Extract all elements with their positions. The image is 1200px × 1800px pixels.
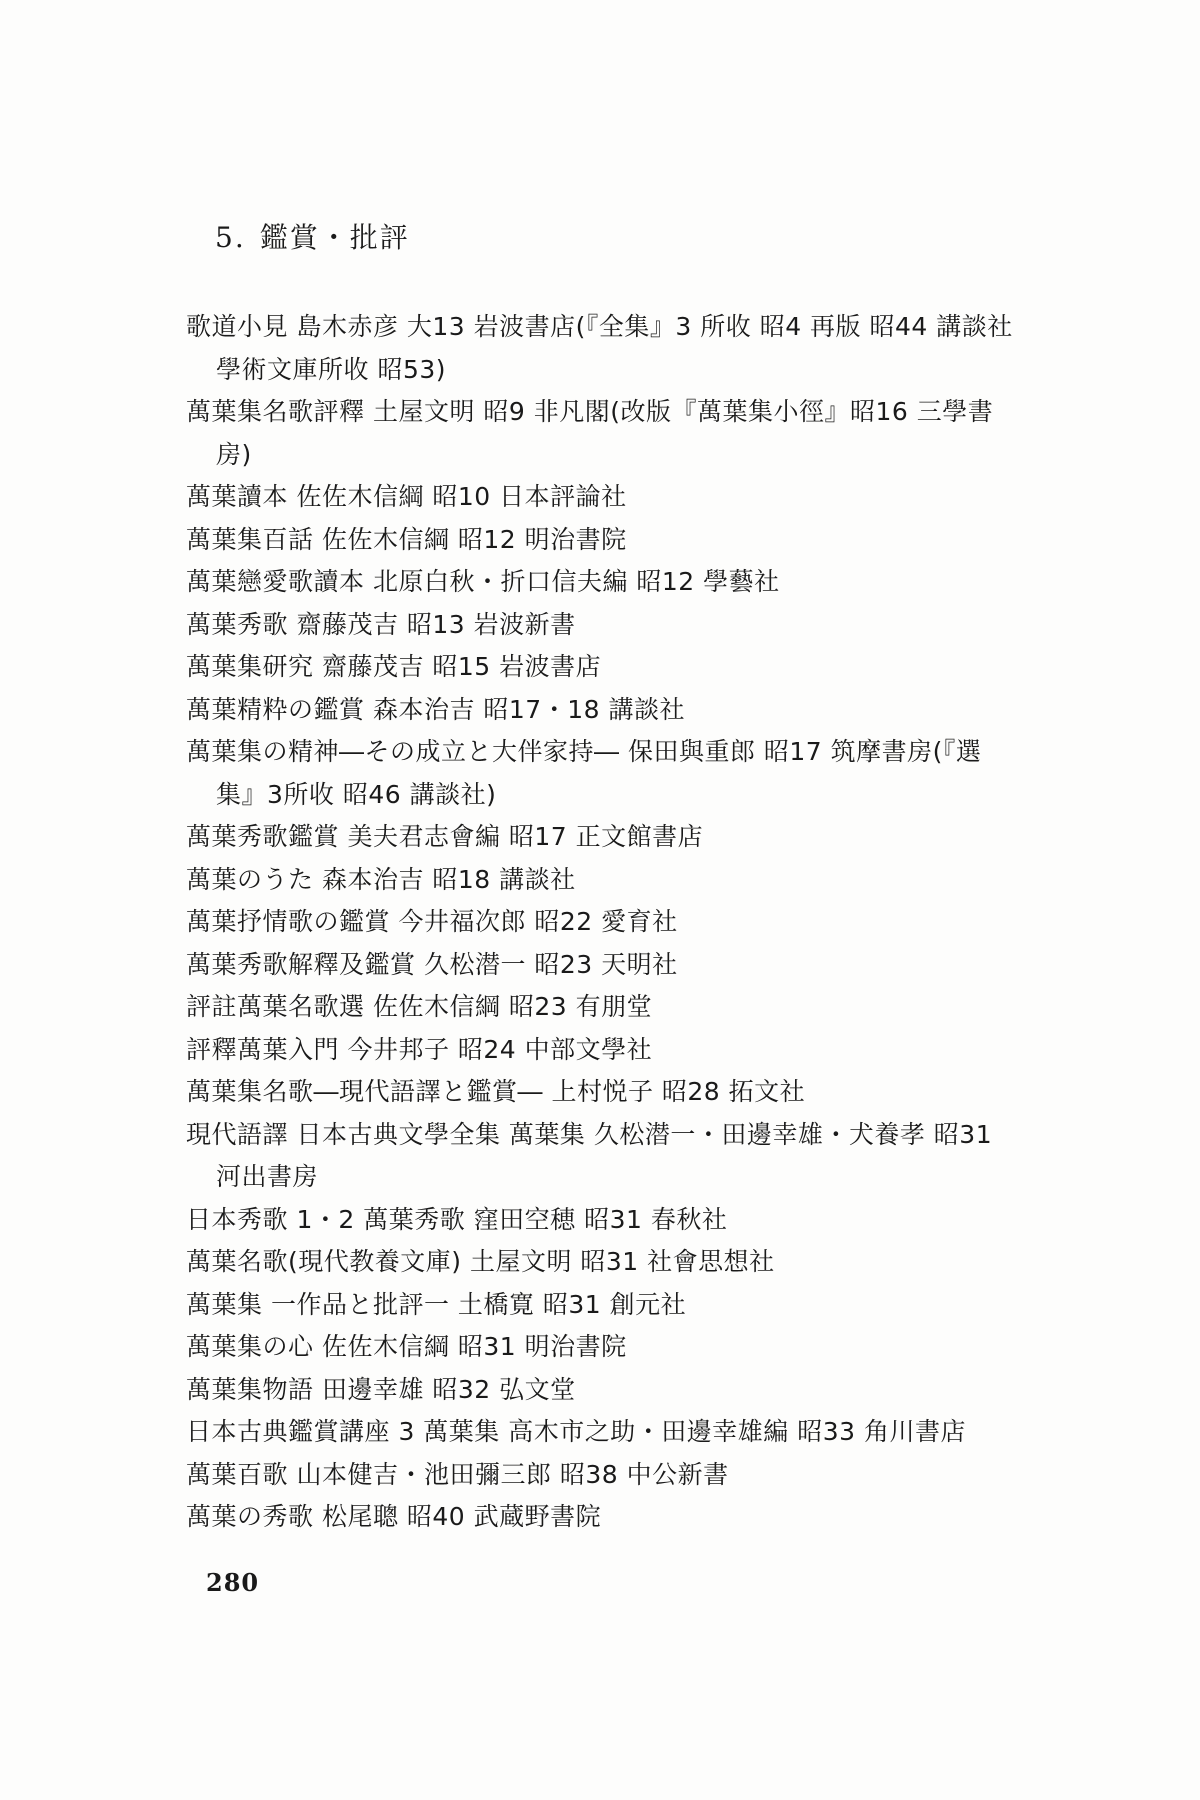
section-heading <box>215 216 410 256</box>
bibliography-entry: 萬葉集百話 佐佐木信綱 昭12 明治書院 <box>186 524 627 554</box>
bibliography-entry: 萬葉秀歌 齋藤茂吉 昭13 岩波新書 <box>186 609 576 639</box>
bibliography-entry: 萬葉名歌(現代教養文庫) 土屋文明 昭31 社會思想社 <box>186 1247 775 1276</box>
page-number: 280 <box>206 1568 260 1597</box>
bibliography-entry: 萬葉集の精神―その成立と大伴家持― 保田與重郎 昭17 筑摩書房(『選集』3所收 昭46 講談社) <box>186 737 982 809</box>
bibliography-entry: 萬葉集物語 田邊幸雄 昭32 弘文堂 <box>186 1374 576 1404</box>
bibliography-entry: 萬葉戀愛歌讀本 北原白秋・折口信夫編 昭12 學藝社 <box>186 567 780 596</box>
bibliography-entry: 現代語譯 日本古典文學全集 萬葉集 久松潜一・田邊幸雄・犬養孝 昭31 河出書房 <box>186 1119 993 1191</box>
bibliography-entry: 萬葉集名歌評釋 土屋文明 昭9 非凡閣(改版『萬葉集小徑』昭16 三學書房) <box>186 397 994 469</box>
bibliography-entry: 歌道小見 島木赤彦 大13 岩波書店(『全集』3 所收 昭4 再版 昭44 講談社學術文庫所收 昭53) <box>186 312 1013 384</box>
bibliography-entry: 萬葉集 一作品と批評一 土橋寛 昭31 創元社 <box>186 1289 687 1319</box>
bibliography-entry: 萬葉讀本 佐佐木信綱 昭10 日本評論社 <box>186 482 627 511</box>
bibliography-entry: 萬葉集研究 齋藤茂吉 昭15 岩波書店 <box>186 652 602 681</box>
bibliography-entry: 萬葉秀歌解釋及鑑賞 久松潜一 昭23 天明社 <box>186 949 678 979</box>
bibliography-entry: 日本古典鑑賞講座 3 萬葉集 高木市之助・田邊幸雄編 昭33 角川書店 <box>186 1417 966 1446</box>
section-title: 鑑賞・批評 <box>259 221 410 254</box>
bibliography-entry: 萬葉精粋の鑑賞 森本治吉 昭17・18 講談社 <box>186 694 685 724</box>
bibliography-list <box>186 306 1016 1539</box>
bibliography-entry: 萬葉集名歌―現代語譯と鑑賞― 上村悦子 昭28 拓文社 <box>186 1077 806 1106</box>
bibliography-entry: 日本秀歌 1・2 萬葉秀歌 窪田空穂 昭31 春秋社 <box>186 1204 728 1234</box>
bibliography-entry: 評註萬葉名歌選 佐佐木信綱 昭23 有朋堂 <box>186 992 653 1021</box>
bibliography-entry: 萬葉百歌 山本健吉・池田彌三郎 昭38 中公新書 <box>186 1459 729 1489</box>
bibliography-entry: 萬葉の秀歌 松尾聰 昭40 武蔵野書院 <box>186 1502 602 1531</box>
bibliography-entry: 萬葉集の心 佐佐木信綱 昭31 明治書院 <box>186 1332 627 1361</box>
bibliography-entry: 萬葉のうた 森本治吉 昭18 講談社 <box>186 864 576 894</box>
bibliography-entry: 萬葉秀歌鑑賞 美夫君志會編 昭17 正文館書店 <box>186 822 704 851</box>
section-number: 5. <box>215 221 246 254</box>
bibliography-entry: 萬葉抒情歌の鑑賞 今井福次郎 昭22 愛育社 <box>186 907 678 936</box>
bibliography-entry: 評釋萬葉入門 今井邦子 昭24 中部文學社 <box>186 1034 653 1064</box>
